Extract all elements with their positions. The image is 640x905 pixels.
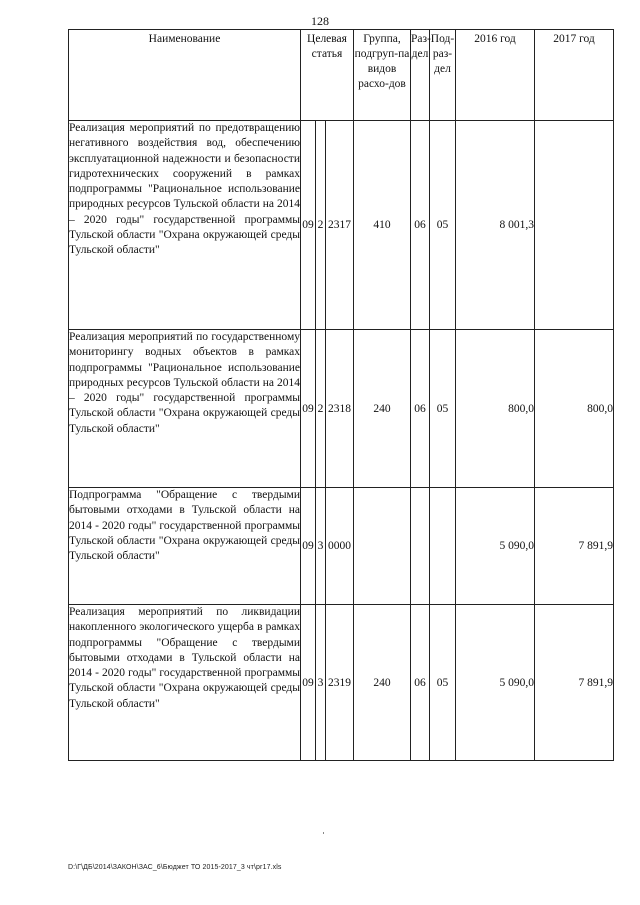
- header-2016: 2016 год: [456, 30, 535, 121]
- amount-2016: 800,0: [456, 330, 535, 488]
- row-name: Реализация мероприятий по предотвращению негативного воздействия вод, обеспечению эксплуатационной надежности и безопасности гидротехнических сооружений в рамках подпрограммы "Рациональное использование природных ресурсов Тульской области на 2014 – 2020 годы" государственной программы Тульской области "Охрана окружающей среды Тульской области": [69, 121, 301, 330]
- expense-group: [354, 488, 411, 605]
- file-path-footer: D:\Г\ДБ\2014\ЗАКОН\ЗАС_6\Бюджет ТО 2015-2017_3 чт\рг17.xls: [68, 864, 282, 871]
- table-header-row: [69, 30, 614, 121]
- header-target-article: Целевая статья: [301, 30, 354, 121]
- code-direction: 2318: [326, 330, 354, 488]
- code-subprogram: 3: [316, 488, 326, 605]
- subsection: 05: [430, 121, 456, 330]
- header-section: Раз-дел: [411, 30, 430, 121]
- header-2017: 2017 год: [535, 30, 614, 121]
- amount-2016: 5 090,0: [456, 605, 535, 761]
- row-name: Реализация мероприятий по государственному мониторингу водных объектов в рамках подпрограммы "Рациональное использование природных ресурсов Тульской области на 2014 – 2020 годы" государственной программы Тульской области "Охрана окружающей среды Тульской области": [69, 330, 301, 488]
- code-subprogram: 2: [316, 330, 326, 488]
- row-name: Подпрограмма "Обращение с твердыми бытовыми отходами в Тульской области на 2014 - 2020 годы" государственной программы Тульской области "Охрана окружающей среды Тульской области": [69, 488, 301, 605]
- subsection: 05: [430, 330, 456, 488]
- code-direction: 2319: [326, 605, 354, 761]
- code-program: 09: [301, 121, 316, 330]
- section: 06: [411, 330, 430, 488]
- section: 06: [411, 605, 430, 761]
- expense-group: 240: [354, 330, 411, 488]
- table-row: [69, 488, 614, 605]
- amount-2017: 7 891,9: [535, 488, 614, 605]
- section: 06: [411, 121, 430, 330]
- subsection: 05: [430, 605, 456, 761]
- code-direction: 0000: [326, 488, 354, 605]
- code-subprogram: 2: [316, 121, 326, 330]
- code-direction: 2317: [326, 121, 354, 330]
- header-subsection: Под-раз-дел: [430, 30, 456, 121]
- section: [411, 488, 430, 605]
- budget-table: [68, 29, 614, 761]
- header-name: Наименование: [69, 30, 301, 121]
- expense-group: 410: [354, 121, 411, 330]
- subsection: [430, 488, 456, 605]
- amount-2016: 5 090,0: [456, 488, 535, 605]
- table-row: [69, 121, 614, 330]
- table-row: [69, 330, 614, 488]
- amount-2017: [535, 121, 614, 330]
- table-row: [69, 605, 614, 761]
- row-name: Реализация мероприятий по ликвидации накопленного экологического ущерба в рамках подпрограммы "Обращение с твердыми бытовыми отходами в Тульской области на 2014 - 2020 годы" государственной программы Тульской области "Охрана окружающей среды Тульской области": [69, 605, 301, 761]
- code-subprogram: 3: [316, 605, 326, 761]
- amount-2017: 7 891,9: [535, 605, 614, 761]
- amount-2016: 8 001,3: [456, 121, 535, 330]
- code-program: 09: [301, 605, 316, 761]
- scan-speck: [323, 832, 324, 834]
- amount-2017: 800,0: [535, 330, 614, 488]
- header-group: Группа, подгруп-па видов расхо-дов: [354, 30, 411, 121]
- code-program: 09: [301, 488, 316, 605]
- page-number: 128: [311, 14, 329, 28]
- code-program: 09: [301, 330, 316, 488]
- expense-group: 240: [354, 605, 411, 761]
